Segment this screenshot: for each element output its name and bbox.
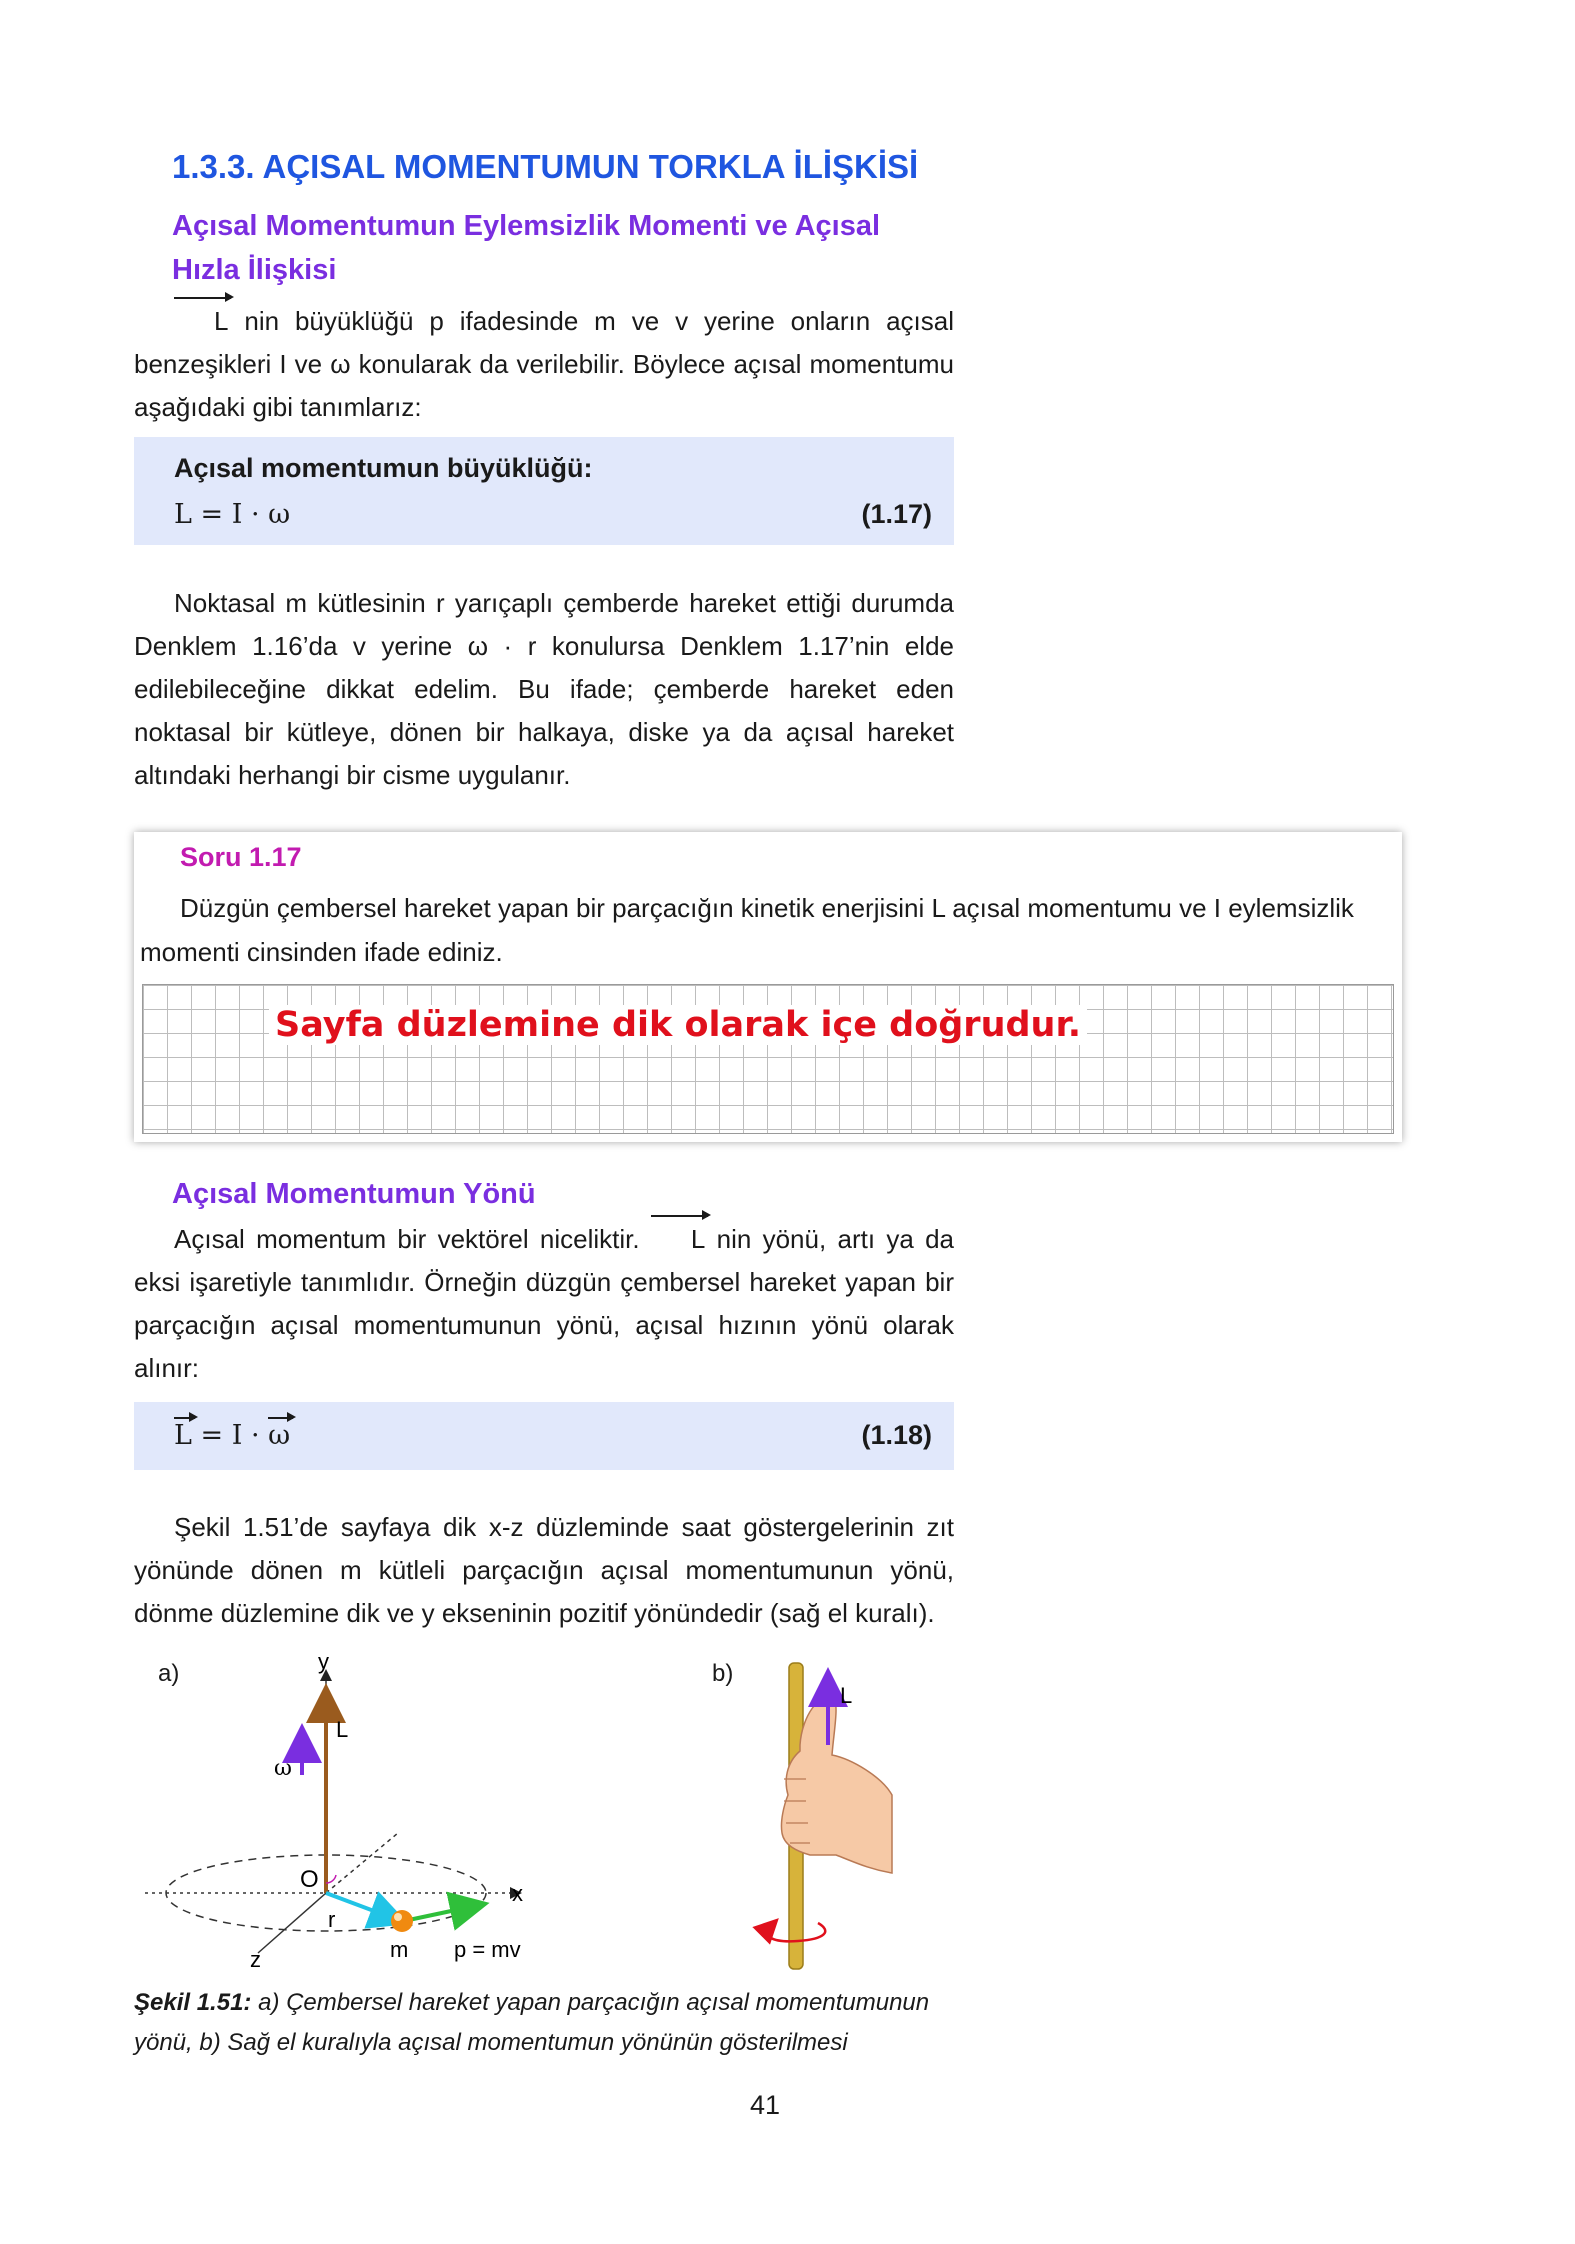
mass-ball: [391, 1910, 413, 1932]
subheading-line-2: Hızla İlişkisi: [172, 254, 337, 286]
L-label: L: [336, 1717, 349, 1742]
equation-1-title: Açısal momentumun büyüklüğü:: [174, 453, 593, 483]
L-vector: L: [651, 1218, 705, 1261]
y-label: y: [318, 1655, 329, 1674]
omega-label: ω: [274, 1756, 292, 1781]
figure-b-diagram: [740, 1655, 920, 1975]
omega-vector: ω: [268, 1420, 291, 1451]
origin-label: O: [300, 1866, 319, 1893]
dashed-axis: [326, 1833, 398, 1893]
page-number: 41: [750, 2090, 781, 2120]
equation-box-1: [134, 437, 954, 545]
r-label: r: [328, 1907, 336, 1932]
equation-box-2: [134, 1402, 954, 1470]
figure-caption: Şekil 1.51: a) Çembersel hareket yapan parçacığın açısal momentumunun yönü, b) Sağ el kuralıyla açısal momentumun yönünün gösterilmesi: [134, 1989, 930, 2056]
figure-a-diagram: [140, 1655, 580, 1975]
m-label: m: [390, 1937, 409, 1962]
answer-grid: [142, 984, 1394, 1134]
z-label: z: [250, 1947, 261, 1972]
L-vector: L: [174, 1420, 192, 1451]
x-label: x: [512, 1881, 523, 1906]
paragraph-4-text: Şekil 1.51’de sayfaya dik x-z düzleminde saat göstergelerinin zıt yönünde dönen m kütleli parçacığın açısal momentumunun yönü, dönme düzlemine dik ve y ekseninin pozitif yönündedir (sağ el kuralı).: [134, 1512, 954, 1628]
p-label: p = mv: [454, 1937, 521, 1962]
equation-2-number: (1.18): [861, 1420, 932, 1450]
equation-1-formula: L = I · ω: [174, 499, 291, 530]
section-heading: 1.3.3. AÇISAL MOMENTUMUN TORKLA İLİŞKİSİ: [172, 148, 919, 185]
L-label-b: L: [840, 1683, 853, 1708]
subheading-direction: Açısal Momentumun Yönü: [172, 1178, 536, 1210]
paragraph-1-text: nin büyüklüğü p ifadesinde m ve v yerine onların açısal benzeşikleri I ve ω konularak da verilebilir. Böylece açısal momentumu aşağıdaki gibi tanımlarız:: [134, 306, 954, 422]
subheading-line-1: Açısal Momentumun Eylemsizlik Momenti ve Açısal: [172, 210, 881, 242]
equation-2-formula: L = I · ω: [174, 1420, 291, 1451]
paragraph-3: Açısal momentum bir vektörel niceliktir. L nin yönü, artı ya da eksi işaretiyle tanımlıdır. Örneğin düzgün çembersel hareket yapan bir parçacığın açısal momentumunun yönü, açısal hızının yönü olarak alınır:: [134, 1218, 954, 1390]
question-text: Düzgün çembersel hareket yapan bir parçacığın kinetik enerjisini L açısal momentumu ve I eylemsizlik momenti cinsinden ifade ediniz.: [140, 893, 1354, 967]
question-title: Soru 1.17: [180, 842, 302, 872]
paragraph-1: [134, 300, 954, 429]
paragraph-2: [134, 582, 954, 797]
handwritten-answer: Sayfa düzlemine dik olarak içe doğrudur.: [269, 1005, 1087, 1045]
question-box: [134, 832, 1402, 1142]
z-axis: [258, 1893, 326, 1953]
L-vector: L: [174, 300, 228, 343]
paragraph-2-text: Noktasal m kütlesinin r yarıçaplı çemberde hareket ettiği durumda Denklem 1.16’da v yerine ω · r konulursa Denklem 1.17’nin elde edilebileceğine dikkat edelim. Bu ifade; çemberde hareket eden noktasal bir kütleye, dönen bir halkaya, diske ya da açısal hareket altındaki herhangi bir cisme uygulanır.: [134, 588, 954, 790]
figure-a-label: a): [158, 1660, 180, 1687]
figure-b-label: b): [712, 1660, 734, 1687]
subheading-inertia: [172, 204, 932, 292]
paragraph-4: [134, 1506, 954, 1635]
r-arrow: [326, 1893, 390, 1917]
equation-1-number: (1.17): [861, 499, 932, 529]
